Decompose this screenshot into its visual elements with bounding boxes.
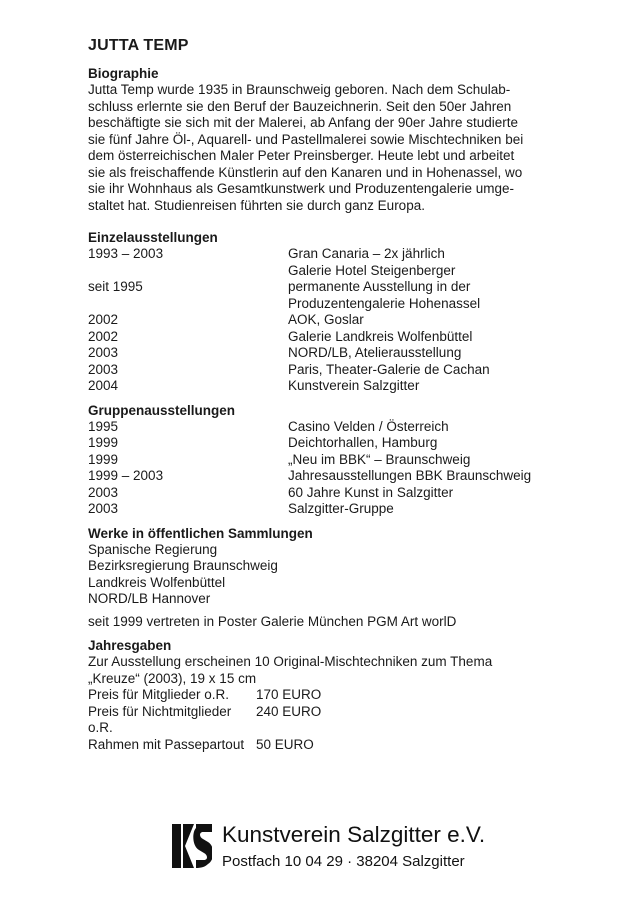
row-year [88, 263, 288, 280]
ks-logo-icon [172, 824, 212, 868]
group-exhibitions-list [88, 419, 578, 518]
list-row [88, 246, 578, 263]
biography-text: Jutta Temp wurde 1935 in Braunschweig geboren. Nach dem Schulab- schluss erlernte sie den Beruf der Bauzeichnerin. Seit den 50er Jahren beschäftigte sie sich mit der Malerei, ab Anfang der 90er Jahre studierte sie fünf Jahre Öl-, Aquarell- und Pastellmalerei sowie Mischtechniken bei dem österreichischen Maler Peter Preinsberger. Heute lebt und arbeitet sie als freischaffende Künstlerin auf den Kanaren und in Hohenassel, wo sie ihr Wohnhaus als Gesamtkunstwerk und Produzentengalerie umge- staltet hat. Studienreisen führten sie durch ganz Europa. [88, 82, 524, 213]
price-label: Rahmen mit Passepartout [88, 736, 245, 752]
list-row [88, 279, 578, 296]
collections-section [88, 526, 578, 631]
price-value: 50 EURO [256, 736, 314, 752]
row-year: 2002 [88, 312, 119, 327]
list-row [88, 501, 578, 518]
row-text: „Neu im BBK“ – Braunschweig [288, 451, 471, 467]
row-text: Kunstverein Salzgitter [288, 378, 420, 393]
annual-editions-line2: „Kreuze“ (2003), 19 x 15 cm [88, 670, 257, 686]
row-text: AOK, Goslar [288, 312, 364, 327]
row-text: Casino Velden / Österreich [288, 418, 449, 434]
annual-editions-line1: Zur Ausstellung erscheinen 10 Original-Mischtechniken zum Thema [88, 654, 493, 669]
row-text: Gran Canaria – 2x jährlich [288, 246, 445, 261]
row-year: 1999 – 2003 [88, 468, 164, 483]
document-page [88, 36, 578, 753]
row-text: Salzgitter-Gruppe [288, 501, 394, 516]
biography-section [88, 66, 578, 214]
row-year: 1999 [88, 435, 119, 450]
collection-item: Landkreis Wolfenbüttel [88, 574, 226, 590]
row-year: 1999 [88, 451, 119, 467]
annual-editions-section [88, 638, 578, 753]
row-year: 2002 [88, 328, 119, 344]
group-exhibitions-heading: Gruppenausstellungen [88, 402, 236, 418]
list-row [88, 312, 578, 329]
collections-note: seit 1999 vertreten in Poster Galerie München PGM Art worlD [88, 613, 457, 629]
row-text: NORD/LB, Atelierausstellung [288, 345, 462, 360]
list-row [88, 485, 578, 502]
list-row [88, 329, 578, 346]
price-value: 240 EURO [256, 703, 322, 719]
row-year: 2003 [88, 484, 119, 500]
row-year: 2003 [88, 501, 119, 516]
price-label: Preis für Mitglieder o.R. [88, 687, 230, 702]
row-year: seit 1995 [88, 279, 143, 294]
list-row [88, 345, 578, 362]
row-text: Jahresausstellungen BBK Braunschweig [288, 468, 532, 483]
list-row [88, 468, 578, 485]
row-text: permanente Ausstellung in der [288, 279, 471, 294]
row-text: Produzentengalerie Hohenassel [288, 295, 481, 311]
footer [172, 822, 552, 878]
collections-list [88, 542, 578, 608]
row-year: 1995 [88, 418, 119, 434]
price-row [88, 704, 578, 737]
price-row [88, 737, 578, 754]
list-row [88, 296, 578, 313]
collection-item: NORD/LB Hannover [88, 591, 211, 606]
solo-exhibitions-list [88, 246, 578, 395]
row-text: Paris, Theater-Galerie de Cachan [288, 361, 490, 377]
list-row [88, 263, 578, 280]
row-year: 2003 [88, 361, 119, 377]
price-list [88, 687, 578, 753]
list-row [88, 378, 578, 395]
row-year: 2003 [88, 345, 119, 360]
group-exhibitions-section [88, 403, 578, 518]
collection-item: Spanische Regierung [88, 541, 218, 557]
solo-exhibitions-heading: Einzelausstellungen [88, 230, 218, 245]
price-label: Preis für Nichtmitglieder o.R. [88, 703, 232, 735]
list-row [88, 362, 578, 379]
biography-heading: Biographie [88, 66, 159, 81]
row-text: Deichtorhallen, Hamburg [288, 435, 438, 450]
solo-exhibitions-section [88, 230, 578, 395]
artist-name: JUTTA TEMP [88, 37, 189, 54]
price-row [88, 687, 578, 704]
list-row [88, 452, 578, 469]
annual-editions-heading: Jahresgaben [88, 638, 172, 653]
row-text: Galerie Hotel Steigenberger [288, 262, 456, 278]
row-year: 2004 [88, 378, 119, 393]
collections-heading: Werke in öffentlichen Sammlungen [88, 525, 313, 541]
price-value: 170 EURO [256, 687, 322, 702]
row-year [88, 296, 288, 313]
org-address: Postfach 10 04 29 · 38204 Salzgitter [222, 853, 465, 870]
list-row [88, 435, 578, 452]
row-text: Galerie Landkreis Wolfenbüttel [288, 328, 473, 344]
list-row [88, 419, 578, 436]
row-year: 1993 – 2003 [88, 246, 164, 261]
collection-item: Bezirksregierung Braunschweig [88, 558, 278, 573]
row-text: 60 Jahre Kunst in Salzgitter [288, 484, 454, 500]
org-name: Kunstverein Salzgitter e.V. [222, 822, 486, 847]
